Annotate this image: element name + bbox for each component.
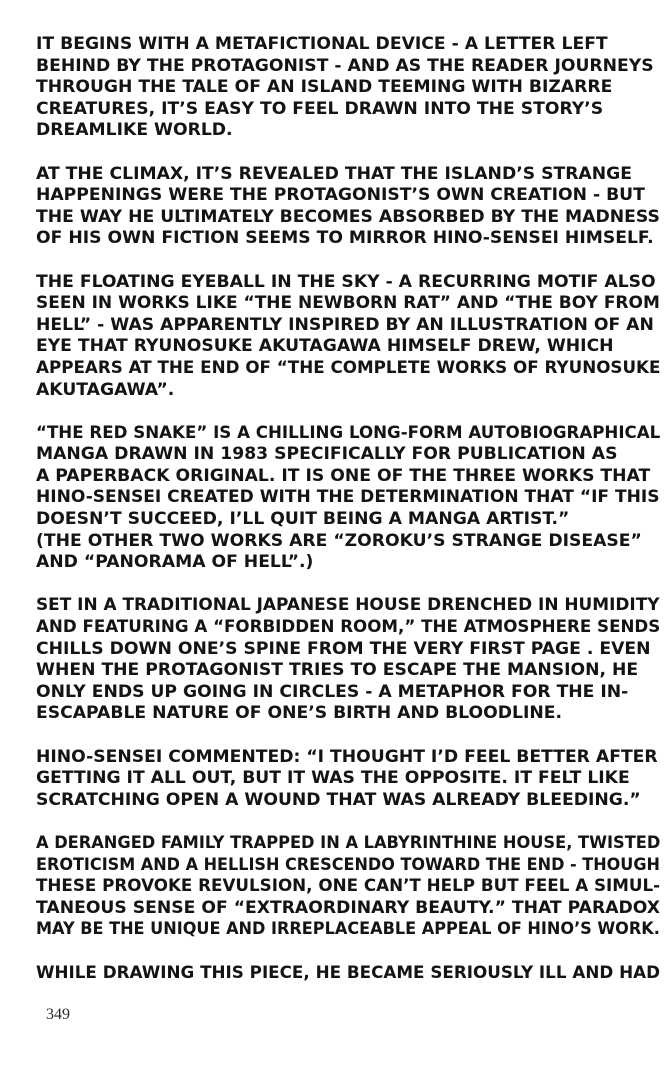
text-line: “THE RED SNAKE” IS A CHILLING LONG-FORM AUTOBIOGRAPHICAL: [36, 422, 661, 443]
text-line: AND “PANORAMA OF HELL”.): [36, 552, 314, 573]
text-line: AT THE CLIMAX, IT’S REVEALED THAT THE ISLAND’S STRANGE: [36, 163, 632, 184]
text-line: EROTICISM AND A HELLISH CRESCENDO TOWARD THE END - THOUGH: [36, 854, 660, 875]
text-line: GETTING IT ALL OUT, BUT IT WAS THE OPPOSITE. IT FELT LIKE: [36, 768, 630, 789]
text-line: EYE THAT RYUNOSUKE AKUTAGAWA HIMSELF DREW, WHICH: [36, 336, 614, 357]
paragraph: [36, 34, 660, 142]
text-line: MANGA DRAWN IN 1983 SPECIFICALLY FOR PUBLICATION AS: [36, 444, 618, 465]
text-line: HINO-SENSEI CREATED WITH THE DETERMINATION THAT “IF THIS: [36, 487, 660, 508]
paragraph: [36, 963, 660, 985]
paragraph: [36, 833, 660, 941]
text-line: (THE OTHER TWO WORKS ARE “ZOROKU’S STRANGE DISEASE”: [36, 530, 642, 551]
text-line: CHILLS DOWN ONE’S SPINE FROM THE VERY FIRST PAGE . EVEN: [36, 638, 651, 659]
text-line: DOESN’T SUCCEED, I’LL QUIT BEING A MANGA ARTIST.”: [36, 509, 570, 530]
paragraph: [36, 423, 660, 574]
text-line: SEEN IN WORKS LIKE “THE NEWBORN RAT” AND “THE BOY FROM: [36, 293, 660, 314]
text-line: DREAMLIKE WORLD.: [36, 120, 233, 141]
text-line: WHILE DRAWING THIS PIECE, HE BECAME SERIOUSLY ILL AND HAD: [36, 962, 661, 983]
text-line: THE WAY HE ULTIMATELY BECOMES ABSORBED BY THE MADNESS: [36, 206, 660, 227]
text-line: IT BEGINS WITH A METAFICTIONAL DEVICE - A LETTER LEFT: [36, 34, 608, 54]
text-line: A DERANGED FAMILY TRAPPED IN A LABYRINTHINE HOUSE, TWISTED: [36, 832, 661, 853]
body-text: [36, 34, 660, 1006]
text-line: THE FLOATING EYEBALL IN THE SKY - A RECURRING MOTIF ALSO: [36, 271, 656, 292]
text-line: WHEN THE PROTAGONIST TRIES TO ESCAPE THE MANSION, HE: [36, 660, 639, 681]
text-line: TANEOUS SENSE OF “EXTRAORDINARY BEAUTY.” THAT PARADOX: [36, 897, 661, 918]
text-line: THESE PROVOKE REVULSION, ONE CAN’T HELP BUT FEEL A SIMUL-: [36, 876, 661, 897]
text-line: AKUTAGAWA”.: [36, 379, 175, 400]
text-line: THROUGH THE TALE OF AN ISLAND TEEMING WITH BIZARRE: [36, 77, 613, 98]
text-line: APPEARS AT THE END OF “THE COMPLETE WORKS OF RYUNOSUKE: [36, 357, 661, 378]
paragraph: [36, 595, 660, 725]
text-line: CREATURES, IT’S EASY TO FEEL DRAWN INTO THE STORY’S: [36, 98, 604, 119]
paragraph: [36, 272, 660, 402]
text-line: OF HIS OWN FICTION SEEMS TO MIRROR HINO-SENSEI HIMSELF.: [36, 228, 654, 249]
text-line: AND FEATURING A “FORBIDDEN ROOM,” THE ATMOSPHERE SENDS: [36, 617, 661, 638]
page-number: 349: [46, 1006, 70, 1023]
text-line: HINO-SENSEI COMMENTED: “I THOUGHT I’D FEEL BETTER AFTER: [36, 746, 658, 767]
text-line: ESCAPABLE NATURE OF ONE’S BIRTH AND BLOODLINE.: [36, 703, 563, 724]
paragraph: [36, 164, 660, 250]
text-line: MAY BE THE UNIQUE AND IRREPLACEABLE APPEAL OF HINO’S WORK.: [36, 919, 660, 940]
paragraph: [36, 747, 660, 812]
text-line: SCRATCHING OPEN A WOUND THAT WAS ALREADY BLEEDING.”: [36, 789, 641, 810]
text-line: BEHIND BY THE PROTAGONIST - AND AS THE READER JOURNEYS: [36, 55, 654, 76]
text-line: HELL” - WAS APPARENTLY INSPIRED BY AN ILLUSTRATION OF AN: [36, 314, 654, 335]
text-line: ONLY ENDS UP GOING IN CIRCLES - A METAPHOR FOR THE IN-: [36, 681, 629, 702]
text-line: SET IN A TRADITIONAL JAPANESE HOUSE DRENCHED IN HUMIDITY: [36, 595, 660, 616]
text-line: HAPPENINGS WERE THE PROTAGONIST’S OWN CREATION - BUT: [36, 185, 645, 206]
text-line: A PAPERBACK ORIGINAL. IT IS ONE OF THE THREE WORKS THAT: [36, 465, 651, 486]
